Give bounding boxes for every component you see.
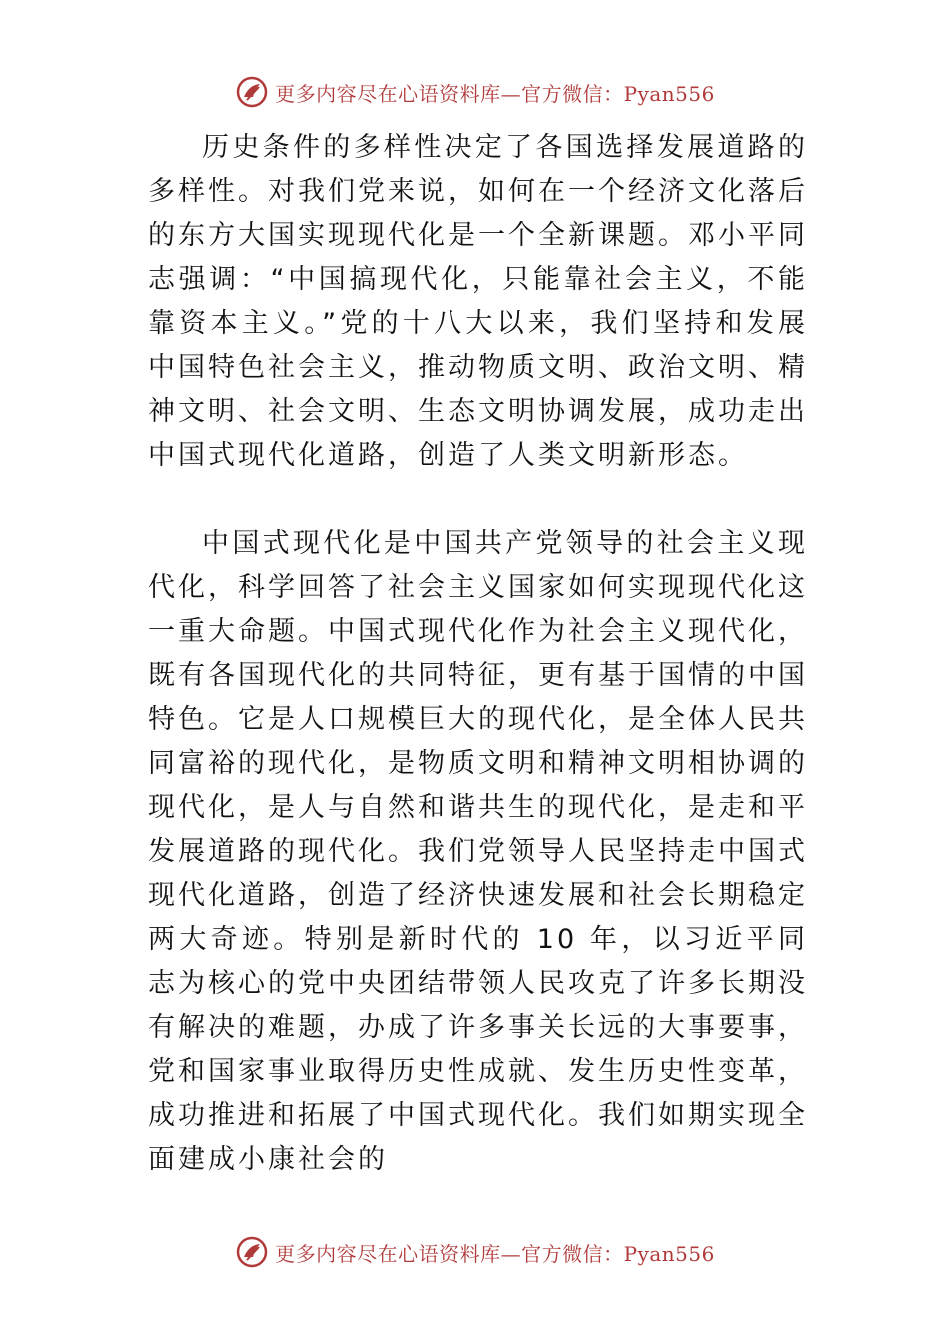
header-watermark-text: 更多内容尽在心语资料库—官方微信：Pyan556 — [275, 81, 715, 106]
footer-watermark-text: 更多内容尽在心语资料库—官方微信：Pyan556 — [275, 1241, 715, 1266]
watermark-logo-icon — [235, 75, 269, 109]
document-body — [148, 126, 808, 1182]
footer-watermark — [0, 1232, 950, 1272]
header-watermark — [0, 72, 950, 112]
paragraph-1: 历史条件的多样性决定了各国选择发展道路的多样性。对我们党来说，如何在一个经济文化落后的东方大国实现现代化是一个全新课题。邓小平同志强调：“中国搞现代化，只能靠社会主义，不能靠资本主义。”党的十八大以来，我们坚持和发展中国特色社会主义，推动物质文明、政治文明、精神文明、社会文明、生态文明协调发展，成功走出中国式现代化道路，创造了人类文明新形态。 — [148, 132, 808, 471]
watermark-logo-icon — [235, 1235, 269, 1269]
paragraph-2: 中国式现代化是中国共产党领导的社会主义现代化，科学回答了社会主义国家如何实现现代化这一重大命题。中国式现代化作为社会主义现代化，既有各国现代化的共同特征，更有基于国情的中国特色。它是人口规模巨大的现代化，是全体人民共同富裕的现代化，是物质文明和精神文明相协调的现代化，是人与自然和谐共生的现代化，是走和平发展道路的现代化。我们党领导人民坚持走中国式现代化道路，创造了经济快速发展和社会长期稳定两大奇迹。特别是新时代的 10 年，以习近平同志为核心的党中央团结带领人民攻克了许多长期没有解决的难题，办成了许多事关长远的大事要事，党和国家事业取得历史性成就、发生历史性变革，成功推进和拓展了中国式现代化。我们如期实现全面建成小康社会的 — [148, 528, 808, 1175]
